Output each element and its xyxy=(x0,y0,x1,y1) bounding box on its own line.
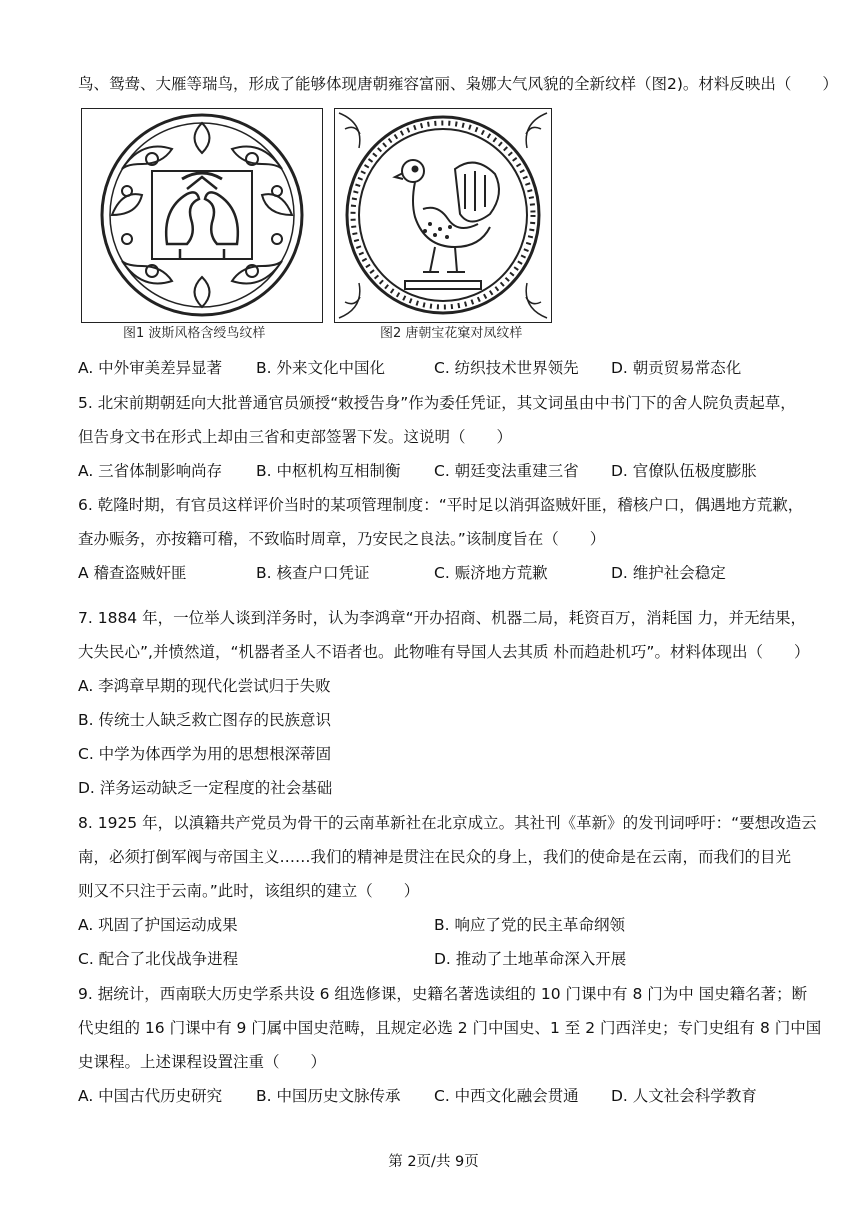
q5-option-d[interactable]: D. 官僚队伍极度膨胀 xyxy=(611,462,757,480)
figure-2-image xyxy=(334,108,552,323)
q5-option-a[interactable]: A. 三省体制影响尚存 xyxy=(78,462,223,480)
q6-option-a[interactable]: A 稽查盗贼奸匪 xyxy=(78,564,187,582)
q5-option-c[interactable]: C. 朝廷变法重建三省 xyxy=(434,462,579,480)
q5-option-b[interactable]: B. 中枢机构互相制衡 xyxy=(256,462,401,480)
q4-option-b[interactable]: B. 外来文化中国化 xyxy=(256,359,385,377)
q6-option-b[interactable]: B. 核查户口凭证 xyxy=(256,564,370,582)
q5-stem-line-2: 但告身文书在形式上却由三省和吏部签署下发。这说明（ ） xyxy=(78,428,513,446)
q6-option-c[interactable]: C. 赈济地方荒歉 xyxy=(434,564,548,582)
question-4-stem-tail: 鸟、鸳鸯、大雁等瑞鸟，形成了能够体现唐朝雍容富丽、枭娜大气风貌的全新纹样（图2)。材料反映出（ ） xyxy=(78,75,838,93)
q6-option-d[interactable]: D. 维护社会稳定 xyxy=(611,564,726,582)
q5-stem-line-1: 5. 北宋前期朝廷向大批普通官员颁授“敕授告身”作为委任凭证，其文词虽由中书门下的舍人院负责起草， xyxy=(78,394,796,412)
figure-2-caption: 图2 唐朝宝花窠对凤纹样 xyxy=(380,326,523,341)
q6-stem-line-1: 6. 乾隆时期，有官员这样评价当时的某项管理制度：“平时足以消弭盗贼奸匪，稽核户口，偶遇地方荒歉， xyxy=(78,496,804,514)
q9-stem-line-2: 代史组的 16 门课中有 9 门属中国史范畴，且规定必选 2 门中国史、1 至 2 门西洋史；专门史组有 8 门中国 xyxy=(78,1019,822,1037)
q9-option-d[interactable]: D. 人文社会科学教育 xyxy=(611,1087,757,1105)
q9-option-c[interactable]: C. 中西文化融会贯通 xyxy=(434,1087,579,1105)
persian-double-bird-medallion-icon xyxy=(82,109,322,322)
q9-stem-line-3: 史课程。上述课程设置注重（ ） xyxy=(78,1053,327,1071)
tang-phoenix-roundel-icon xyxy=(335,109,551,322)
q4-option-d[interactable]: D. 朝贡贸易常态化 xyxy=(611,359,742,377)
figure-1-image xyxy=(81,108,323,323)
q7-option-a[interactable]: A. 李鸿章早期的现代化尝试归于失败 xyxy=(78,677,331,695)
q9-option-b[interactable]: B. 中国历史文脉传承 xyxy=(256,1087,401,1105)
q8-stem-line-3: 则又不只注于云南。”此时，该组织的建立（ ） xyxy=(78,882,420,900)
q8-stem-line-2: 南，必须打倒军阀与帝国主义……我们的精神是贯注在民众的身上，我们的使命是在云南，而我们的目光 xyxy=(78,848,792,866)
q8-option-d[interactable]: D. 推动了土地革命深入开展 xyxy=(434,950,627,968)
q9-option-a[interactable]: A. 中国古代历史研究 xyxy=(78,1087,223,1105)
q8-option-c[interactable]: C. 配合了北伐战争进程 xyxy=(78,950,239,968)
q7-stem-line-1: 7. 1884 年，一位举人谈到洋务时，认为李鸿章“开办招商、机器二局，耗资百万，消耗国 力，并无结果， xyxy=(78,609,807,627)
q8-stem-line-1: 8. 1925 年，以滇籍共产党员为骨干的云南革新社在北京成立。其社刊《革新》的发刊词呼吁：“要想改造云 xyxy=(78,814,817,832)
q8-option-b[interactable]: B. 响应了党的民主革命纲领 xyxy=(434,916,625,934)
q8-option-a[interactable]: A. 巩固了护国运动成果 xyxy=(78,916,238,934)
q4-option-c[interactable]: C. 纺织技术世界领先 xyxy=(434,359,579,377)
q6-stem-line-2: 查办赈务，亦按籍可稽，不致临时周章，乃安民之良法。”该制度旨在（ ） xyxy=(78,530,606,548)
q4-option-a[interactable]: A. 中外审美差异显著 xyxy=(78,359,223,377)
q9-stem-line-1: 9. 据统计，西南联大历史学系共设 6 组选修课，史籍名著选读组的 10 门课中有 8 门为中 国史籍名著；断 xyxy=(78,985,808,1003)
q7-option-d[interactable]: D. 洋务运动缺乏一定程度的社会基础 xyxy=(78,779,333,797)
q7-stem-line-2: 大失民心”,并愤然道，“机器者圣人不语者也。此物唯有导国人去其质 朴而趋赴机巧”。材料体现出（ ） xyxy=(78,643,810,661)
figure-1-caption: 图1 波斯风格含绶鸟纹样 xyxy=(123,326,266,341)
q7-option-c[interactable]: C. 中学为体西学为用的思想根深蒂固 xyxy=(78,745,332,763)
page-number-footer: 第 2页/共 9页 xyxy=(388,1154,479,1170)
q7-option-b[interactable]: B. 传统士人缺乏救亡图存的民族意识 xyxy=(78,711,331,729)
